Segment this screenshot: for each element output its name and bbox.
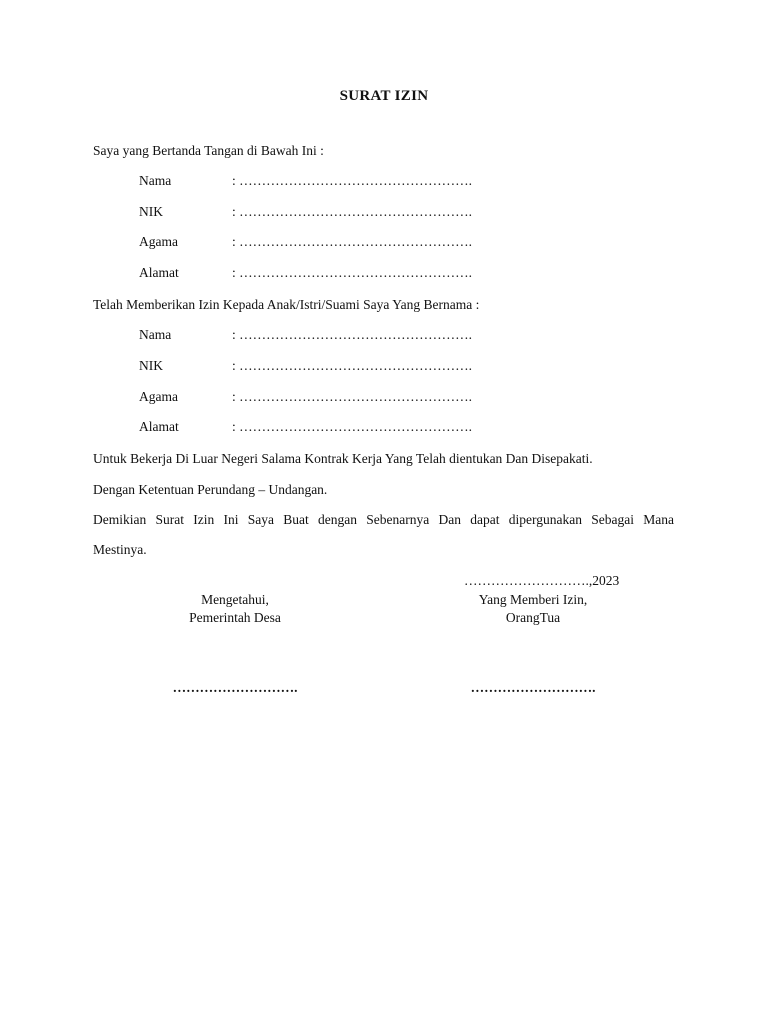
field-label: NIK	[139, 358, 163, 373]
intro2-text: Telah Memberikan Izin Kepada Anak/Istri/Suami Saya Yang Bernama :	[93, 297, 480, 312]
field-value: : …………………………………………….	[232, 327, 473, 342]
paragraph-closing-line1: Demikian Surat Izin Ini Saya Buat dengan Sebenarnya Dan dapat dipergunakan Sebagai Mana	[93, 512, 674, 527]
field-value: : …………………………………………….	[232, 204, 473, 219]
section2-row-nik	[139, 358, 539, 374]
field-label: Agama	[139, 234, 178, 249]
field-value: : …………………………………………….	[232, 173, 473, 188]
paragraph-regulation: Dengan Ketentuan Perundang – Undangan.	[93, 482, 328, 497]
field-value: : …………………………………………….	[232, 389, 473, 404]
field-value: : …………………………………………….	[232, 265, 473, 280]
field-label: Nama	[139, 327, 172, 342]
paragraph-work-abroad: Untuk Bekerja Di Luar Negeri Salama Kontrak Kerja Yang Telah dientukan Dan Disepakati.	[93, 451, 593, 466]
left-sig-line2: Pemerintah Desa	[189, 610, 281, 625]
field-label: Nama	[139, 173, 172, 188]
field-value: : …………………………………………….	[232, 419, 473, 434]
right-signature-block	[413, 591, 653, 627]
field-value: : …………………………………………….	[232, 358, 473, 373]
section2-row-agama	[139, 389, 539, 405]
section1-row-nik	[139, 204, 539, 220]
left-signature-line: ……………………….	[172, 680, 298, 695]
section2-row-nama	[139, 327, 539, 343]
paragraph-closing-line2: Mestinya.	[93, 542, 147, 557]
section2-row-alamat	[139, 419, 539, 435]
date-line: ……………………….,2023	[464, 573, 620, 588]
right-sig-line1: Yang Memberi Izin,	[478, 592, 588, 607]
field-value: : …………………………………………….	[232, 234, 473, 249]
field-label: Alamat	[139, 419, 179, 434]
section1-row-alamat	[139, 265, 539, 281]
intro-text: Saya yang Bertanda Tangan di Bawah Ini :	[93, 143, 324, 158]
left-signature-block	[115, 591, 355, 627]
right-signature-line: ……………………….	[470, 680, 596, 695]
document-title: SURAT IZIN	[339, 88, 429, 104]
field-label: Agama	[139, 389, 178, 404]
field-label: NIK	[139, 204, 163, 219]
left-sig-line1: Mengetahui,	[201, 592, 269, 607]
section1-row-nama	[139, 173, 539, 189]
right-sig-line2: OrangTua	[505, 610, 561, 625]
section1-row-agama	[139, 234, 539, 250]
field-label: Alamat	[139, 265, 179, 280]
